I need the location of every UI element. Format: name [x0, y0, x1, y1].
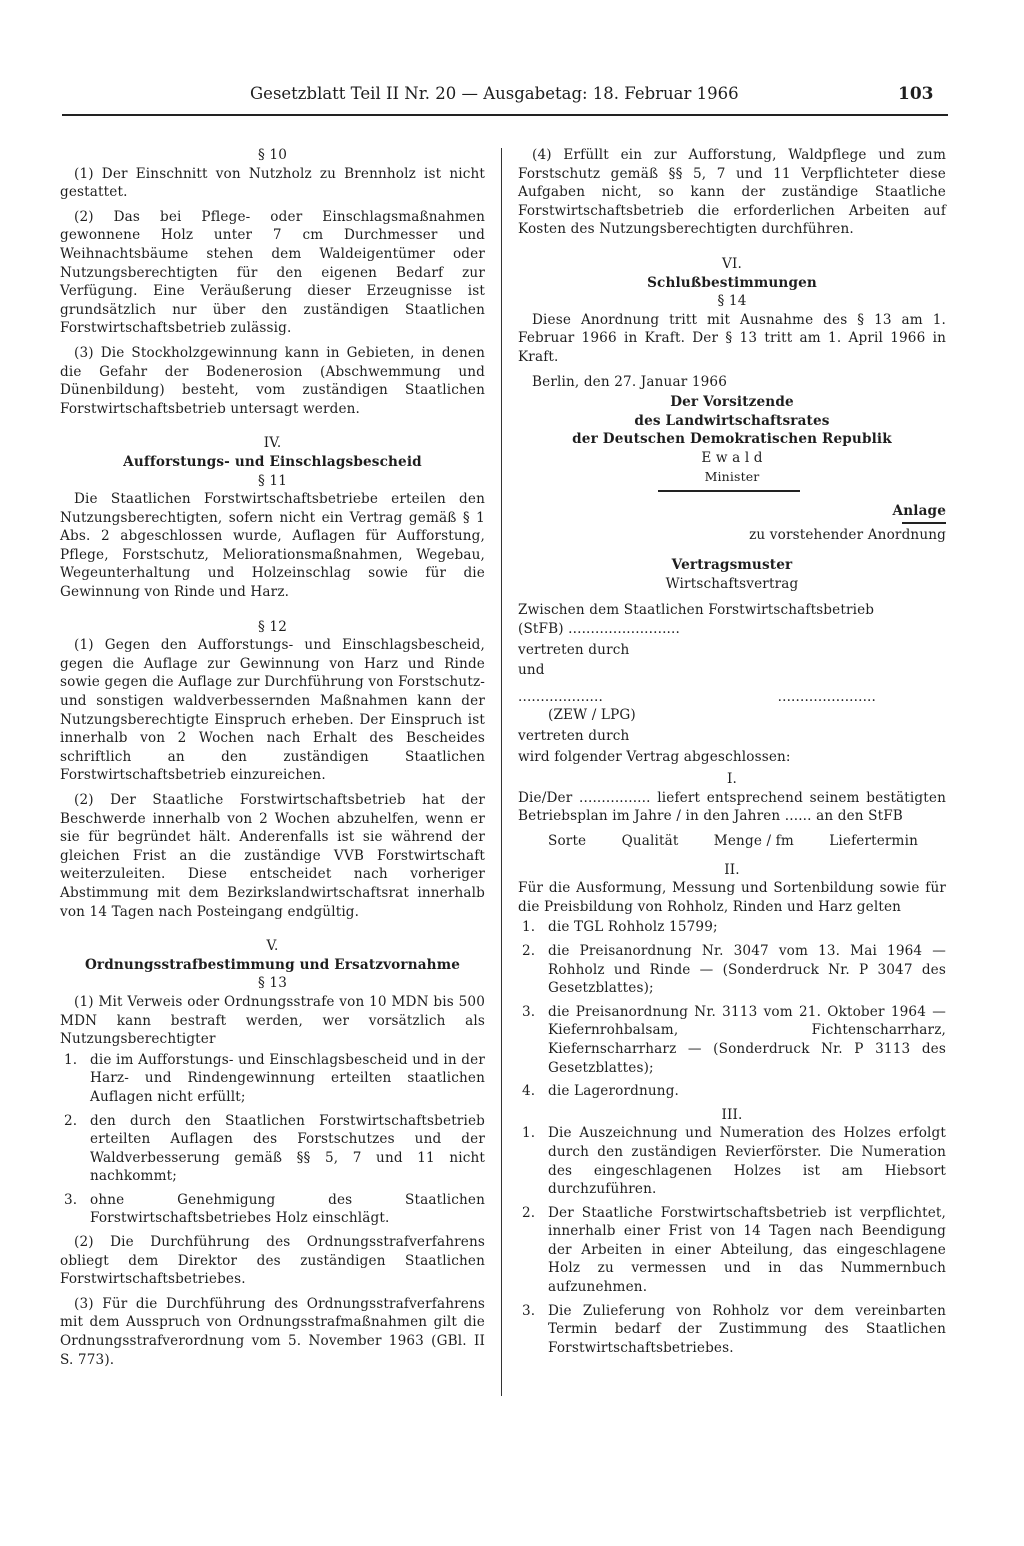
- signatory-role: Minister: [704, 468, 760, 484]
- section-14-heading: § 14: [717, 293, 747, 310]
- signing-date: Berlin, den 27. Januar 1966: [532, 373, 728, 390]
- list-item-number: 1.: [64, 1051, 78, 1068]
- list-item: [64, 1112, 485, 1186]
- part-iv-number: IV.: [263, 435, 282, 452]
- section-10-para-1: (1) Der Einschnitt von Nutzholz zu Brennholz ist nicht gestattet.: [60, 165, 485, 201]
- list-item-number: 4.: [522, 1083, 536, 1100]
- list-item: [522, 1204, 946, 1297]
- section-13-para-2: (2) Die Durchführung des Ordnungsstrafverfahrens obliegt dem Direktor des zuständigen Staatlichen Forstwirtschaftsbetriebes.: [60, 1234, 485, 1288]
- list-item-text: ohne Genehmigung des Staatlichen Forstwirtschaftsbetriebes Holz einschlägt.: [90, 1191, 485, 1227]
- section-14-para-1: Diese Anordnung tritt mit Ausnahme des § 13 am 1. Februar 1966 in Kraft. Der § 13 tritt am 1. April 1966 in Kraft.: [518, 311, 946, 365]
- contract-template-subtitle: Wirtschaftsvertrag: [665, 575, 799, 592]
- section-10-para-2: (2) Das bei Pflege- oder Einschlagsmaßnahmen gewonnene Holz unter 7 cm Durchmesser und Weihnachtsbäume stehen dem Waldeigentümer oder Nutzungsberechtigten für den eigenen Bedarf zur Verfügung. Eine Veräußerung dieser Erzeugnisse ist grundsätzlich nur über den zuständigen Staatlichen Forstwirtschaftsbetrieb zulässig.: [60, 208, 485, 337]
- signatory-line-2: des Landwirtschaftsrates: [634, 412, 830, 429]
- list-item-text: die TGL Rohholz 15799;: [548, 919, 718, 936]
- annex-underline: [902, 522, 946, 524]
- column-label-sorte: Sorte: [548, 833, 587, 849]
- list-item-number: 1.: [522, 1125, 536, 1142]
- page-number: 103: [898, 84, 934, 104]
- signatory-line-3: der Deutschen Demokratischen Republik: [572, 431, 892, 448]
- list-item-text: die Lagerordnung.: [548, 1083, 680, 1100]
- list-item-number: 2.: [64, 1112, 78, 1129]
- part-vi-title: Schlußbestimmungen: [647, 274, 817, 291]
- part-v-number: V.: [266, 938, 279, 955]
- contract-part-i-number: I.: [727, 771, 737, 788]
- signatory-line-1: Der Vorsitzende: [670, 394, 794, 411]
- signature-rule: [658, 490, 800, 492]
- list-item-text: Der Staatliche Forstwirtschaftsbetrieb ist verpflichtet, innerhalb einer Frist von 14 Tagen nach Beendigung der Arbeiten in einer Abteilung, das eingeschlagene Holz zu vermessen und in das Nummernbuch aufzunehmen.: [548, 1204, 946, 1296]
- column-label-menge: Menge / fm: [713, 833, 794, 849]
- contract-part-i-text: Die/Der ................ liefert entsprechend seinem bestätigten Betriebsplan im Jahre / in den Jahren ...... an den StFB: [518, 789, 946, 825]
- contract-blank-1: ...................: [518, 688, 603, 705]
- section-13-list: [64, 1051, 485, 1228]
- contract-line-7: wird folgender Vertrag abgeschlossen:: [518, 748, 791, 765]
- part-v-title: Ordnungsstrafbestimmung und Ersatzvornahme: [84, 956, 461, 973]
- section-11-para-1: Die Staatlichen Forstwirtschaftsbetriebe erteilen den Nutzungsberechtigten, sofern nicht ein Vertrag gemäß § 1 Abs. 2 abgeschlossen wurde, Auflagen für Aufforstung, Pflege, Forstschutz, Meliorationsmaßnahmen, Wegebau, Wegeunterhaltung und Holzeinschlag sowie für die Gewinnung von Rinde und Harz.: [60, 491, 485, 601]
- list-item-text: die im Aufforstungs- und Einschlagsbescheid und in der Harz- und Rindengewinnung erteilten staatlichen Auflagen nicht erfüllt;: [90, 1051, 485, 1105]
- list-item: [522, 1124, 946, 1198]
- annex-title: Anlage: [892, 503, 946, 520]
- list-item-number: 1.: [522, 919, 536, 936]
- section-12-heading: § 12: [257, 618, 287, 635]
- contract-line-2: (StFB) .........................: [518, 621, 680, 638]
- column-label-liefertermin: Liefertermin: [829, 833, 918, 849]
- contract-line-1: Zwischen dem Staatlichen Forstwirtschaftsbetrieb: [518, 602, 875, 619]
- section-12-para-2: (2) Der Staatliche Forstwirtschaftsbetrieb hat der Beschwerde innerhalb von 2 Wochen abzuhelfen, wenn er sie für begründet hält. Anderenfalls ist sie während der gleichen Frist an die zuständige VVB Forstwirtschaft weiterzuleiten. Diese entscheidet nach vorheriger Abstimmung mit dem Bezirkslandwirtschaftsrat innerhalb von 14 Tagen nach Posteingang endgültig.: [60, 792, 485, 920]
- contract-line-6: vertreten durch: [518, 728, 630, 745]
- list-item-text: die Preisanordnung Nr. 3113 vom 21. Oktober 1964 — Kiefernrohbalsam, Fichtenscharrharz, Kiefernscharrharz — (Sonderdruck Nr. P 3113 des Gesetzblattes);: [548, 1003, 946, 1076]
- page-header: [0, 0, 1024, 120]
- column-label-qualitaet: Qualität: [621, 833, 679, 849]
- list-item: [522, 918, 946, 937]
- list-item-text: die Preisanordnung Nr. 3047 vom 13. Mai 1964 — Rohholz und Rinde — (Sonderdruck Nr. P 3047 des Gesetzblattes);: [548, 942, 946, 997]
- list-item: [522, 942, 946, 998]
- contract-part-ii-number: II.: [724, 861, 740, 878]
- list-item: [64, 1191, 485, 1228]
- section-13-para-3: (3) Für die Durchführung des Ordnungsstrafverfahrens mit dem Ausspruch von Ordnungsstrafmaßnahmen gilt die Ordnungsstrafverordnung vom 5. November 1963 (GBl. II S. 773).: [60, 1295, 485, 1368]
- list-item: [64, 1051, 485, 1107]
- contract-blank-2: ......................: [777, 688, 876, 705]
- list-item: [522, 1082, 946, 1101]
- list-item-number: 2.: [522, 1204, 536, 1221]
- section-13-para-1: (1) Mit Verweis oder Ordnungsstrafe von 10 MDN bis 500 MDN kann bestraft werden, wer vorsätzlich als Nutzungsberechtigter: [60, 993, 485, 1048]
- contract-blank-row: [518, 688, 946, 707]
- contract-part-ii-intro: Für die Ausformung, Messung und Sortenbildung sowie für die Preisbildung von Rohholz, Rinden und Harz gelten: [518, 880, 946, 915]
- section-13-para-4: (4) Erfüllt ein zur Aufforstung, Waldpflege und zum Forstschutz gemäß §§ 5, 7 und 11 Verpflichteter diese Aufgaben nicht, so kann der zuständige Staatliche Forstwirtschaftsbetrieb die erforderlichen Arbeiten auf Kosten des Nutzungsberechtigten durchführen.: [518, 147, 946, 238]
- list-item-text: Die Auszeichnung und Numeration des Holzes erfolgt durch den zuständigen Revierförster. Die Numeration des eingeschlagenen Holzes ist am Hiebsort durchzuführen.: [548, 1125, 946, 1198]
- column-divider: [501, 148, 502, 1396]
- right-column: [518, 146, 946, 1362]
- contract-part-iii-list: [522, 1124, 946, 1357]
- left-column: [60, 146, 485, 1375]
- section-10-heading: § 10: [257, 147, 287, 163]
- list-item-text: den durch den Staatlichen Forstwirtschaftsbetrieb erteilten Auflagen des Forstschutzes und der Waldverbesserung gemäß §§ 5, 7 und 11 nicht nachkommt;: [90, 1112, 485, 1185]
- part-vi-number: VI.: [722, 255, 742, 272]
- list-item-number: 3.: [522, 1302, 536, 1319]
- list-item-number: 3.: [522, 1003, 536, 1020]
- list-item: [522, 1302, 946, 1358]
- contract-line-3: vertreten durch: [518, 641, 630, 658]
- list-item-number: 3.: [64, 1191, 78, 1208]
- header-rule: [62, 114, 948, 116]
- section-13-heading: § 13: [257, 975, 287, 992]
- contract-line-4: und: [518, 662, 545, 679]
- contract-part-ii-list: [522, 918, 946, 1100]
- part-iv-title: Aufforstungs- und Einschlagsbescheid: [123, 453, 422, 470]
- contract-line-5: (ZEW / LPG): [548, 707, 636, 724]
- contract-template-title: Vertragsmuster: [671, 557, 793, 574]
- signatory-name: E w a l d: [701, 449, 763, 466]
- list-item-text: Die Zulieferung von Rohholz vor dem vereinbarten Termin bedarf der Zustimmung des Staatlichen Forstwirtschaftsbetriebes.: [548, 1302, 946, 1356]
- annex-subtitle: zu vorstehender Anordnung: [749, 526, 946, 543]
- contract-part-iii-number: III.: [721, 1106, 743, 1123]
- list-item: [522, 1003, 946, 1077]
- header-title: Gesetzblatt Teil II Nr. 20 — Ausgabetag: 18. Februar 1966: [250, 84, 739, 103]
- contract-delivery-columns: [518, 832, 946, 851]
- section-12-para-1: (1) Gegen den Aufforstungs- und Einschlagsbescheid, gegen die Auflage zur Gewinnung von Harz und Rinde sowie gegen die Auflage zur Durchführung von Forstschutz- und sonstigen waldverbessernden Maßnahmen kann der Nutzungsberechtigte Einspruch erheben. Der Einspruch ist innerhalb von 2 Wochen nach Erhalt des Bescheides schriftlich an den zuständigen Staatlichen Forstwirtschaftsbetrieb einzureichen.: [60, 637, 485, 784]
- list-item-number: 2.: [522, 942, 536, 959]
- section-10-para-3: (3) Die Stockholzgewinnung kann in Gebieten, in denen die Gefahr der Bodenerosion (Abschwemmung und Dünenbildung) besteht, vom zuständigen Staatlichen Forstwirtschaftsbetrieb untersagt werden.: [60, 344, 485, 417]
- section-11-heading: § 11: [257, 472, 287, 489]
